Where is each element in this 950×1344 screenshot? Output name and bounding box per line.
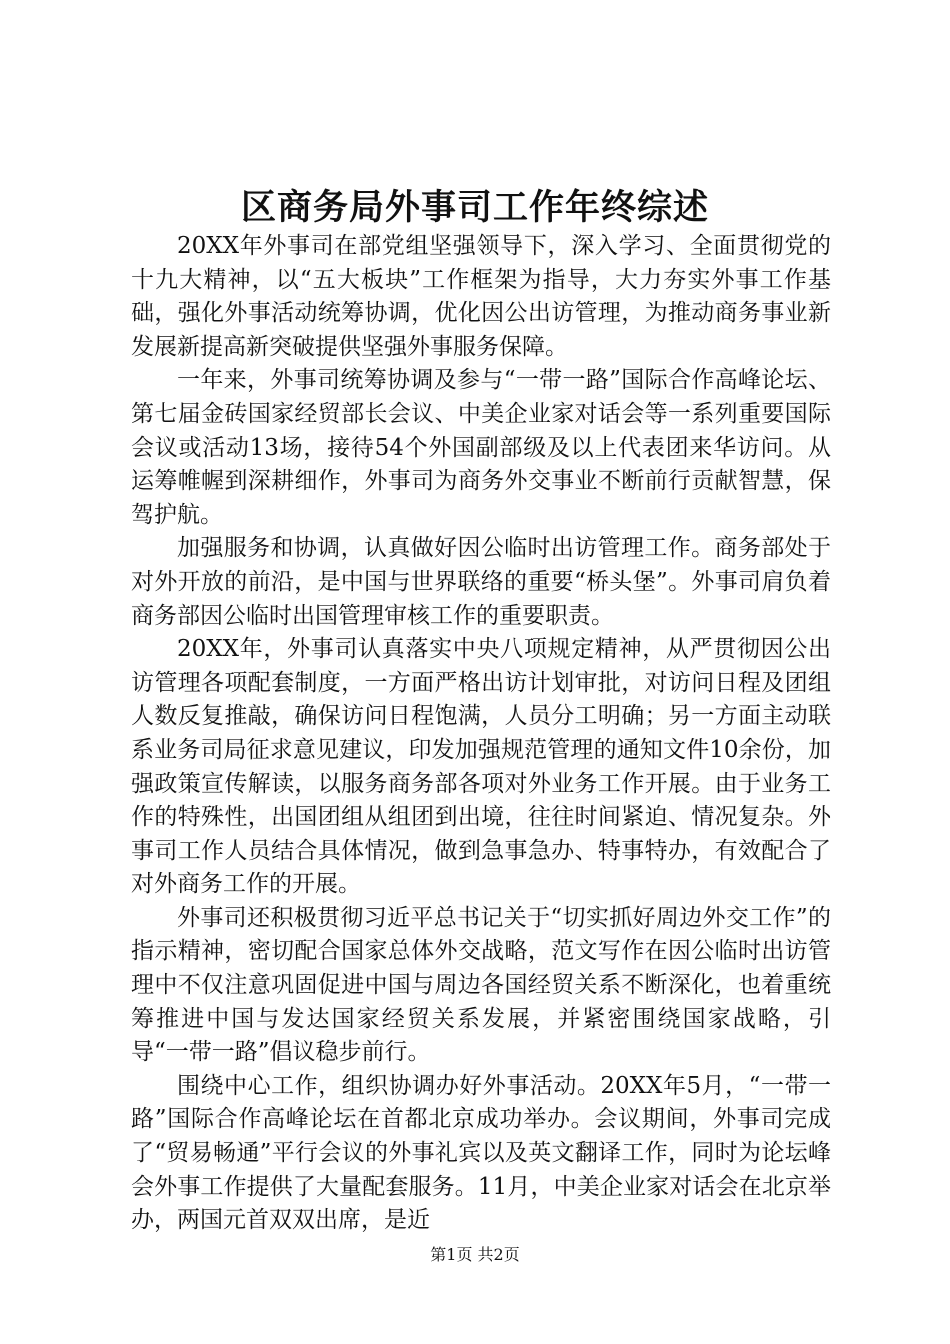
paragraph-4: 20XX年，外事司认真落实中央八项规定精神，从严贯彻因公出访管理各项配套制度，一方面严格出访计划审批，对访问日程及团组人数反复推敲，确保访问日程饱满，人员分工明确；另一方面主动联系业务司局征求意见建议，印发加强规范管理的通知文件10余份，加强政策宣传解读，以服务商务部各项对外业务工作开展。由于业务工作的特殊性，出国团组从组团到出境，往往时间紧迫、情况复杂。外事司工作人员结合具体情况，做到急事急办、特事特办，有效配合了对外商务工作的开展。 [131,636,831,898]
document-title: 区商务局外事司工作年终综述 [240,187,709,228]
paragraph-6: 围绕中心工作，组织协调办好外事活动。20XX年5月，“一带一路”国际合作高峰论坛在首都北京成功举办。会议期间，外事司完成了“贸易畅通”平行会议的外事礼宾以及英文翻译工作，同时为论坛峰会外事工作提供了大量配套服务。11月，中美企业家对话会在北京举办，两国元首双双出席，是近 [131,1072,831,1234]
page-number-footer: 第1页 共2页 [430,1245,520,1264]
paragraph-2: 一年来，外事司统筹协调及参与“一带一路”国际合作高峰论坛、第七届金砖国家经贸部长会议、中美企业家对话会等一系列重要国际会议或活动13场，接待54个外国副部级及以上代表团来华访问。从运筹帷幄到深耕细作，外事司为商务外交事业不断前行贡献智慧，保驾护航。 [131,367,831,528]
paragraph-5: 外事司还积极贯彻习近平总书记关于“切实抓好周边外交工作”的指示精神，密切配合国家总体外交战略，范文写作在因公临时出访管理中不仅注意巩固促进中国与周边各国经贸关系不断深化，也着重统筹推进中国与发达国家经贸关系发展，并紧密围绕国家战略，引导“一带一路”倡议稳步前行。 [131,904,831,1066]
paragraph-3: 加强服务和协调，认真做好因公临时出访管理工作。商务部处于对外开放的前沿，是中国与世界联络的重要“桥头堡”。外事司肩负着商务部因公临时出国管理审核工作的重要职责。 [131,535,831,629]
paragraph-1: 20XX年外事司在部党组坚强领导下，深入学习、全面贯彻党的十九大精神，以“五大板块”工作框架为指导，大力夯实外事工作基础，强化外事活动统筹协调，优化因公出访管理，为推动商务事业新发展新提高新突破提供坚强外事服务保障。 [131,233,831,360]
document-body [131,230,831,1238]
